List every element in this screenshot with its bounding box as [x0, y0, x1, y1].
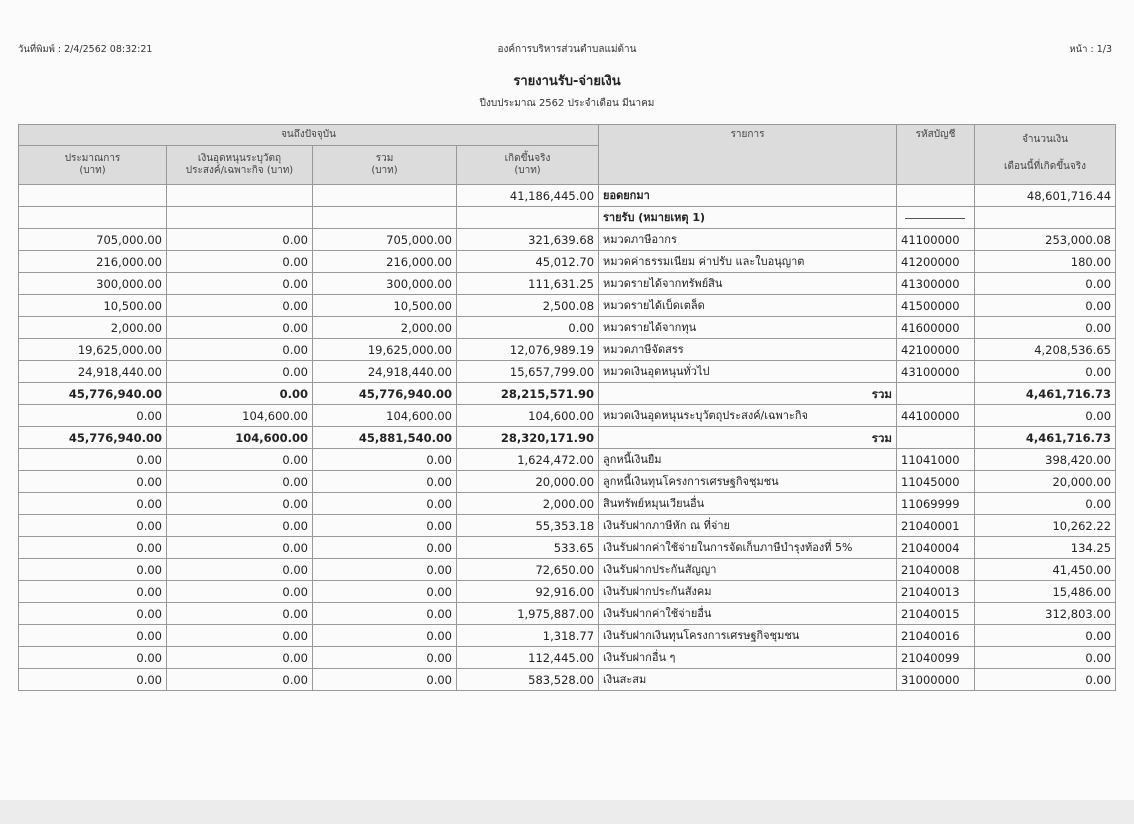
actual-cell: 28,215,571.90: [457, 383, 599, 405]
account-code-cell: 41500000: [897, 295, 975, 317]
item-cell: [599, 493, 897, 515]
actual-cell: 0.00: [457, 317, 599, 339]
amount-cell: 0.00: [975, 273, 1116, 295]
budget-cell: 0.00: [19, 625, 167, 647]
header-account-code: รหัสบัญชี: [897, 125, 975, 185]
amount-cell: 0.00: [975, 405, 1116, 427]
table-row: [19, 559, 1116, 581]
account-code-cell: 41300000: [897, 273, 975, 295]
budget-cell: 300,000.00: [19, 273, 167, 295]
table-row: [19, 207, 1116, 229]
amount-cell: [975, 207, 1116, 229]
item-cell: [599, 339, 897, 361]
item-cell: [599, 251, 897, 273]
amount-cell: 41,450.00: [975, 559, 1116, 581]
amount-cell: 398,420.00: [975, 449, 1116, 471]
table-row: [19, 537, 1116, 559]
budget-cell: 0.00: [19, 581, 167, 603]
item-cell: [599, 603, 897, 625]
actual-cell: 321,639.68: [457, 229, 599, 251]
amount-cell: 253,000.08: [975, 229, 1116, 251]
budget-cell: 705,000.00: [19, 229, 167, 251]
account-code-cell: 21040008: [897, 559, 975, 581]
subsidy-cell: 0.00: [167, 493, 313, 515]
budget-cell: [19, 185, 167, 207]
item-label: ลูกหนี้เงินยืม: [603, 452, 662, 466]
subsidy-cell: 0.00: [167, 471, 313, 493]
account-code-cell: 21040004: [897, 537, 975, 559]
subsidy-cell: 0.00: [167, 647, 313, 669]
budget-cell: 0.00: [19, 493, 167, 515]
actual-cell: 20,000.00: [457, 471, 599, 493]
table-row: [19, 603, 1116, 625]
budget-cell: 0.00: [19, 537, 167, 559]
header-item: รายการ: [599, 125, 897, 185]
subsidy-cell: 0.00: [167, 603, 313, 625]
item-label: หมวดภาษีจัดสรร: [603, 342, 684, 356]
item-cell: [599, 647, 897, 669]
total-cell: 216,000.00: [313, 251, 457, 273]
table-row: [19, 493, 1116, 515]
total-cell: 0.00: [313, 493, 457, 515]
item-cell: [599, 581, 897, 603]
account-code-cell: [897, 383, 975, 405]
table-row: [19, 471, 1116, 493]
item-cell: [599, 515, 897, 537]
header-amount: [975, 125, 1116, 185]
item-cell: [599, 229, 897, 251]
item-cell: [599, 471, 897, 493]
item-label: เงินรับฝากประกันสังคม: [603, 584, 712, 598]
total-cell: 0.00: [313, 603, 457, 625]
subsidy-cell: 0.00: [167, 383, 313, 405]
budget-cell: 0.00: [19, 559, 167, 581]
actual-cell: 12,076,989.19: [457, 339, 599, 361]
total-cell: 10,500.00: [313, 295, 457, 317]
header-amount-label: จำนวนเงิน: [1022, 133, 1068, 145]
budget-cell: 0.00: [19, 449, 167, 471]
report-table: [18, 124, 1116, 691]
total-cell: 705,000.00: [313, 229, 457, 251]
account-code-cell: 21040013: [897, 581, 975, 603]
header-budget: ประมาณการ (บาท): [19, 146, 167, 185]
item-cell: [599, 405, 897, 427]
account-code-cell: 31000000: [897, 669, 975, 691]
amount-cell: 4,461,716.73: [975, 427, 1116, 449]
item-label: เงินสะสม: [603, 672, 647, 686]
budget-cell: 19,625,000.00: [19, 339, 167, 361]
actual-cell: 28,320,171.90: [457, 427, 599, 449]
account-code-cell: 41100000: [897, 229, 975, 251]
subsidy-cell: 0.00: [167, 581, 313, 603]
item-label: รายรับ (หมายเหตุ 1): [603, 210, 706, 224]
total-cell: 45,881,540.00: [313, 427, 457, 449]
total-cell: 2,000.00: [313, 317, 457, 339]
item-label: หมวดภาษีอากร: [603, 232, 677, 246]
budget-cell: 2,000.00: [19, 317, 167, 339]
budget-cell: 0.00: [19, 669, 167, 691]
item-cell: [599, 669, 897, 691]
subsidy-cell: 0.00: [167, 669, 313, 691]
item-cell: [599, 207, 897, 229]
table-row: [19, 339, 1116, 361]
budget-cell: 10,500.00: [19, 295, 167, 317]
item-label: เงินรับฝากค่าใช้จ่ายอื่น: [603, 606, 712, 620]
actual-cell: 1,624,472.00: [457, 449, 599, 471]
amount-cell: 0.00: [975, 669, 1116, 691]
total-cell: 0.00: [313, 537, 457, 559]
header-amount-sub: เดือนนี้ที่เกิดขึ้นจริง: [1004, 160, 1086, 172]
account-code-cell: 21040015: [897, 603, 975, 625]
subsidy-cell: 0.00: [167, 449, 313, 471]
table-row: [19, 361, 1116, 383]
account-code-cell: 21040016: [897, 625, 975, 647]
subsidy-cell: 0.00: [167, 361, 313, 383]
actual-cell: 2,000.00: [457, 493, 599, 515]
total-cell: 104,600.00: [313, 405, 457, 427]
subsidy-cell: 0.00: [167, 317, 313, 339]
amount-cell: 48,601,716.44: [975, 185, 1116, 207]
item-label: หมวดรายได้เบ็ดเตล็ด: [603, 298, 705, 312]
subsidy-cell: 0.00: [167, 515, 313, 537]
account-code-cell: 11045000: [897, 471, 975, 493]
subsidy-cell: [167, 185, 313, 207]
account-code-cell: 11069999: [897, 493, 975, 515]
amount-cell: 0.00: [975, 625, 1116, 647]
subsidy-cell: 0.00: [167, 339, 313, 361]
total-cell: 45,776,940.00: [313, 383, 457, 405]
subsidy-cell: 104,600.00: [167, 427, 313, 449]
subsidy-cell: 0.00: [167, 625, 313, 647]
actual-cell: 583,528.00: [457, 669, 599, 691]
actual-cell: 1,975,887.00: [457, 603, 599, 625]
item-cell: [599, 559, 897, 581]
table-row: [19, 581, 1116, 603]
table-row: [19, 625, 1116, 647]
item-label: ยอดยกมา: [603, 188, 650, 202]
item-label: หมวดเงินอุดหนุนระบุวัตถุประสงค์/เฉพาะกิจ: [603, 408, 808, 422]
subsidy-cell: 0.00: [167, 295, 313, 317]
subsidy-cell: [167, 207, 313, 229]
account-code-cell: 21040001: [897, 515, 975, 537]
subsidy-cell: 0.00: [167, 273, 313, 295]
account-code-cell: 41200000: [897, 251, 975, 273]
total-cell: 19,625,000.00: [313, 339, 457, 361]
total-cell: 0.00: [313, 471, 457, 493]
budget-cell: [19, 207, 167, 229]
total-cell: 0.00: [313, 449, 457, 471]
table-row: [19, 449, 1116, 471]
header-group-to-date: จนถึงปัจจุบัน: [19, 125, 599, 146]
amount-cell: 10,262.22: [975, 515, 1116, 537]
account-code-cell: [897, 207, 975, 229]
total-cell: [313, 185, 457, 207]
account-code-cell: 42100000: [897, 339, 975, 361]
actual-cell: 111,631.25: [457, 273, 599, 295]
subsidy-cell: 0.00: [167, 251, 313, 273]
item-cell: [599, 317, 897, 339]
account-code-cell: [897, 185, 975, 207]
account-code-cell: [897, 427, 975, 449]
amount-cell: 0.00: [975, 493, 1116, 515]
actual-cell: 41,186,445.00: [457, 185, 599, 207]
print-date: วันที่พิมพ์ : 2/4/2562 08:32:21: [18, 44, 153, 55]
header-actual: เกิดขึ้นจริง (บาท): [457, 146, 599, 185]
amount-cell: 20,000.00: [975, 471, 1116, 493]
budget-cell: 216,000.00: [19, 251, 167, 273]
table-row: [19, 185, 1116, 207]
actual-cell: 112,445.00: [457, 647, 599, 669]
item-label: ลูกหนี้เงินทุนโครงการเศรษฐกิจชุมชน: [603, 474, 779, 488]
account-code-cell: 11041000: [897, 449, 975, 471]
table-header: [19, 125, 1116, 185]
actual-cell: 104,600.00: [457, 405, 599, 427]
page-number: หน้า : 1/3: [1069, 44, 1112, 55]
item-cell: [599, 295, 897, 317]
actual-cell: 55,353.18: [457, 515, 599, 537]
item-cell: [599, 625, 897, 647]
total-cell: [313, 207, 457, 229]
organization-name: องค์การบริหารส่วนตำบลแม่ต้าน: [497, 44, 637, 55]
budget-cell: 0.00: [19, 471, 167, 493]
amount-cell: 0.00: [975, 295, 1116, 317]
budget-cell: 0.00: [19, 515, 167, 537]
dash-line: [905, 218, 965, 219]
budget-cell: 0.00: [19, 603, 167, 625]
budget-cell: 24,918,440.00: [19, 361, 167, 383]
subsidy-cell: 0.00: [167, 559, 313, 581]
table-body: [19, 185, 1116, 691]
report-title: รายงานรับ-จ่ายเงิน: [513, 74, 621, 89]
item-label: หมวดเงินอุดหนุนทั่วไป: [603, 364, 710, 378]
amount-cell: 0.00: [975, 361, 1116, 383]
item-label: สินทรัพย์หมุนเวียนอื่น: [603, 496, 705, 510]
item-label: หมวดรายได้จากทุน: [603, 320, 697, 334]
total-cell: 0.00: [313, 559, 457, 581]
table-row: [19, 251, 1116, 273]
table-row: [19, 515, 1116, 537]
total-label: รวม: [599, 427, 897, 449]
actual-cell: 72,650.00: [457, 559, 599, 581]
budget-cell: 45,776,940.00: [19, 427, 167, 449]
table-row: [19, 229, 1116, 251]
header-subsidy: เงินอุดหนุนระบุวัตถุ ประสงค์/เฉพาะกิจ (บาท): [167, 146, 313, 185]
item-cell: [599, 361, 897, 383]
actual-cell: [457, 207, 599, 229]
table-row: [19, 669, 1116, 691]
actual-cell: 2,500.08: [457, 295, 599, 317]
actual-cell: 1,318.77: [457, 625, 599, 647]
subsidy-cell: 0.00: [167, 229, 313, 251]
subsidy-cell: 0.00: [167, 537, 313, 559]
budget-cell: 0.00: [19, 647, 167, 669]
total-cell: 0.00: [313, 625, 457, 647]
amount-cell: 134.25: [975, 537, 1116, 559]
amount-cell: 15,486.00: [975, 581, 1116, 603]
amount-cell: 4,208,536.65: [975, 339, 1116, 361]
table-row: [19, 317, 1116, 339]
account-code-cell: 44100000: [897, 405, 975, 427]
table-row-total: [19, 427, 1116, 449]
item-label: เงินรับฝากเงินทุนโครงการเศรษฐกิจชุมชน: [603, 628, 800, 642]
item-cell: [599, 449, 897, 471]
actual-cell: 92,916.00: [457, 581, 599, 603]
table-row: [19, 405, 1116, 427]
budget-cell: 45,776,940.00: [19, 383, 167, 405]
budget-cell: 0.00: [19, 405, 167, 427]
actual-cell: 533.65: [457, 537, 599, 559]
total-label: รวม: [599, 383, 897, 405]
item-cell: [599, 185, 897, 207]
amount-cell: 0.00: [975, 647, 1116, 669]
total-cell: 0.00: [313, 647, 457, 669]
total-cell: 0.00: [313, 581, 457, 603]
table-row: [19, 647, 1116, 669]
item-label: หมวดรายได้จากทรัพย์สิน: [603, 276, 723, 290]
actual-cell: 45,012.70: [457, 251, 599, 273]
total-cell: 0.00: [313, 669, 457, 691]
total-cell: 24,918,440.00: [313, 361, 457, 383]
account-code-cell: 41600000: [897, 317, 975, 339]
table-row: [19, 273, 1116, 295]
account-code-cell: 43100000: [897, 361, 975, 383]
subsidy-cell: 104,600.00: [167, 405, 313, 427]
header-total: รวม (บาท): [313, 146, 457, 185]
total-cell: 300,000.00: [313, 273, 457, 295]
item-cell: [599, 273, 897, 295]
total-cell: 0.00: [313, 515, 457, 537]
account-code-cell: 21040099: [897, 647, 975, 669]
item-label: เงินรับฝากประกันสัญญา: [603, 562, 717, 576]
actual-cell: 15,657,799.00: [457, 361, 599, 383]
amount-cell: 4,461,716.73: [975, 383, 1116, 405]
item-label: เงินรับฝากภาษีหัก ณ ที่จ่าย: [603, 518, 730, 532]
amount-cell: 312,803.00: [975, 603, 1116, 625]
item-cell: [599, 537, 897, 559]
report-subtitle: ปีงบประมาณ 2562 ประจำเดือน มีนาคม: [479, 98, 655, 109]
table-row: [19, 295, 1116, 317]
item-label: หมวดค่าธรรมเนียม ค่าปรับ และใบอนุญาต: [603, 254, 805, 268]
item-label: เงินรับฝากอื่น ๆ: [603, 650, 676, 664]
amount-cell: 180.00: [975, 251, 1116, 273]
amount-cell: 0.00: [975, 317, 1116, 339]
table-row-total: [19, 383, 1116, 405]
item-label: เงินรับฝากค่าใช้จ่ายในการจัดเก็บภาษีบำรุงท้องที่ 5%: [603, 540, 853, 554]
